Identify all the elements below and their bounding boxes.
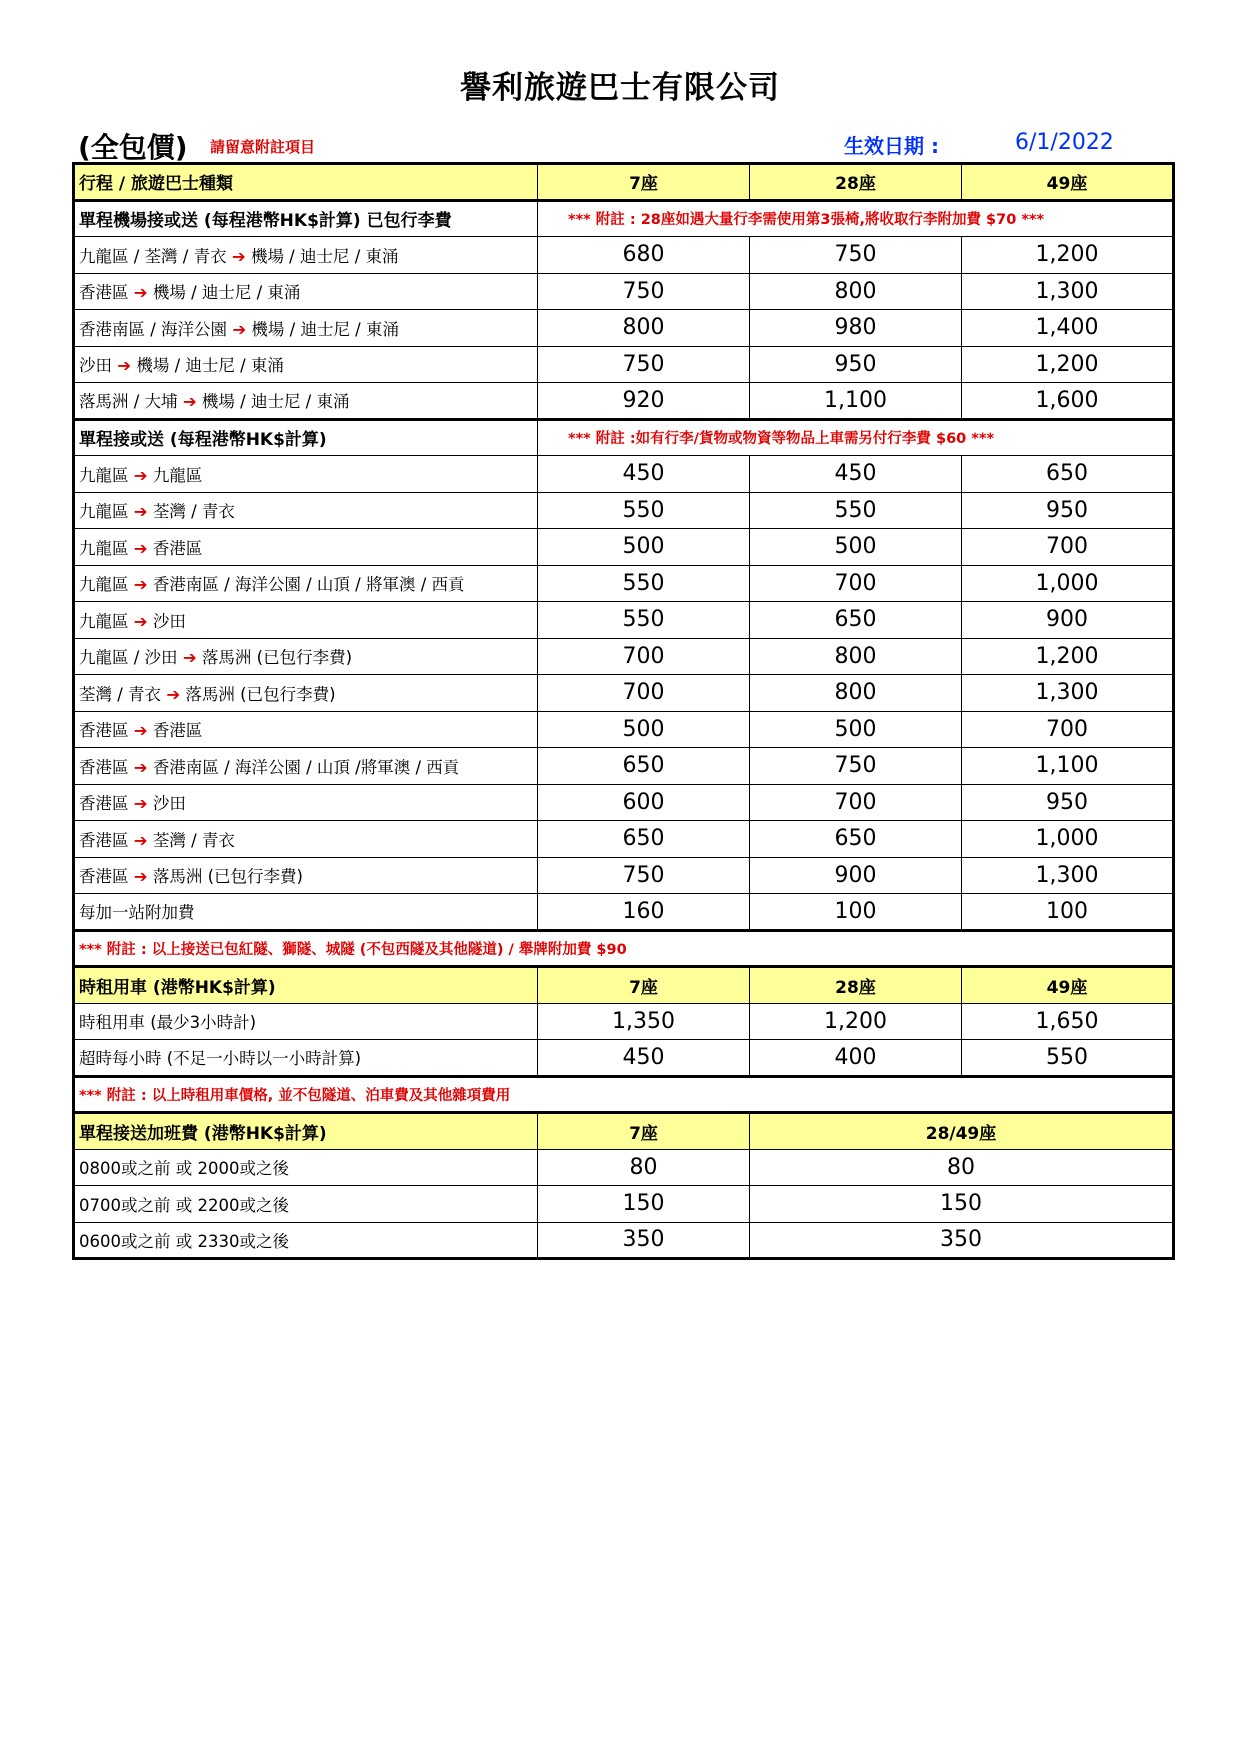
table-row — [74, 565, 1174, 602]
route-cell — [74, 565, 538, 602]
price-7-seat: 350 — [538, 1222, 750, 1259]
price-49-seat: 950 — [962, 784, 1174, 821]
right-arrow-icon: ➔ — [133, 830, 148, 850]
right-arrow-icon: ➔ — [133, 611, 148, 631]
price-7-seat: 500 — [538, 529, 750, 566]
price-28-seat: 900 — [750, 857, 962, 894]
route-cell — [74, 857, 538, 894]
right-arrow-icon: ➔ — [133, 502, 148, 522]
price-28-seat: 800 — [750, 675, 962, 712]
route-destination: 落馬洲 (已包行李費) — [201, 648, 353, 668]
table-row — [74, 273, 1174, 310]
price-7-seat: 650 — [538, 748, 750, 785]
route-origin: 九龍區 — [79, 502, 129, 522]
section-transfer-title-row — [74, 419, 1174, 456]
price-28-seat: 950 — [750, 346, 962, 383]
route-origin: 香港區 — [79, 721, 129, 741]
route-destination: 沙田 — [152, 611, 186, 631]
extra-stop-label: 每加一站附加費 — [74, 894, 538, 931]
route-cell — [74, 638, 538, 675]
right-arrow-icon: ➔ — [133, 538, 148, 558]
price-49-seat: 1,000 — [962, 565, 1174, 602]
right-arrow-icon: ➔ — [117, 356, 132, 376]
effective-date-value: 6/1/2022 — [1015, 130, 1114, 155]
route-origin: 九龍區 — [79, 575, 129, 595]
price-28-seat: 500 — [750, 529, 962, 566]
route-cell — [74, 310, 538, 347]
table-row — [74, 1003, 1174, 1040]
subheader — [78, 126, 1170, 162]
price-49-seat: 700 — [962, 711, 1174, 748]
price-28-seat: 550 — [750, 492, 962, 529]
price-7-seat: 80 — [538, 1149, 750, 1186]
table-row — [74, 602, 1174, 639]
section-transfer-title: 單程接或送 (每程港幣HK$計算) — [74, 419, 538, 456]
hourly-header-row — [74, 967, 1174, 1004]
overtime-time-label: 0700或之前 或 2200或之後 — [74, 1186, 538, 1223]
right-arrow-icon: ➔ — [133, 794, 148, 814]
table-row — [74, 529, 1174, 566]
price-7-seat: 750 — [538, 273, 750, 310]
header-7-seat: 7座 — [538, 1113, 750, 1150]
route-origin: 香港區 — [79, 283, 129, 303]
remark-notice: 請留意附註項目 — [210, 138, 316, 156]
route-cell — [74, 602, 538, 639]
hourly-header-title: 時租用車 (港幣HK$計算) — [74, 967, 538, 1004]
price-7-seat: 650 — [538, 821, 750, 858]
table-row — [74, 310, 1174, 347]
price-7-seat: 150 — [538, 1186, 750, 1223]
route-destination: 機場 / 迪士尼 / 東涌 — [201, 392, 350, 412]
route-cell — [74, 456, 538, 493]
price-7-seat: 920 — [538, 383, 750, 420]
route-cell — [74, 383, 538, 420]
price-28-seat: 980 — [750, 310, 962, 347]
price-28-seat: 500 — [750, 711, 962, 748]
route-origin: 九龍區 — [79, 465, 129, 485]
right-arrow-icon: ➔ — [133, 757, 148, 777]
right-arrow-icon: ➔ — [232, 319, 247, 339]
route-destination: 落馬洲 (已包行李費) — [185, 684, 336, 704]
route-cell — [74, 711, 538, 748]
route-destination: 機場 / 迪士尼 / 東涌 — [136, 356, 284, 376]
route-destination: 機場 / 迪士尼 / 東涌 — [250, 246, 399, 266]
price-28-seat: 100 — [750, 894, 962, 931]
table-row — [74, 784, 1174, 821]
route-origin: 香港區 — [79, 794, 129, 814]
route-destination: 九龍區 — [152, 465, 203, 485]
overtime-time-label: 0600或之前 或 2330或之後 — [74, 1222, 538, 1259]
section-airport-title-row — [74, 200, 1174, 237]
right-arrow-icon: ➔ — [166, 684, 181, 704]
table-row — [74, 1040, 1174, 1077]
hourly-label: 超時每小時 (不足一小時以一小時計算) — [74, 1040, 538, 1077]
route-origin: 沙田 — [79, 356, 112, 376]
right-arrow-icon: ➔ — [133, 465, 148, 485]
header-7-seat: 7座 — [538, 967, 750, 1004]
route-destination: 荃灣 / 青衣 — [152, 830, 235, 850]
price-49-seat: 900 — [962, 602, 1174, 639]
price-28-seat: 700 — [750, 565, 962, 602]
price-49-seat: 1,300 — [962, 857, 1174, 894]
price-7-seat: 750 — [538, 346, 750, 383]
right-arrow-icon: ➔ — [133, 721, 148, 741]
price-28-seat: 750 — [750, 237, 962, 274]
hourly-footnote-row — [74, 1076, 1174, 1113]
route-origin: 九龍區 — [79, 538, 129, 558]
right-arrow-icon: ➔ — [133, 575, 148, 595]
header-7-seat: 7座 — [538, 164, 750, 201]
table-header-row — [74, 164, 1174, 201]
price-49-seat: 950 — [962, 492, 1174, 529]
route-origin: 香港區 — [79, 867, 129, 887]
price-7-seat: 680 — [538, 237, 750, 274]
price-table — [72, 162, 1175, 1260]
price-28-seat: 750 — [750, 748, 962, 785]
route-origin: 香港區 — [79, 757, 129, 777]
price-7-seat: 550 — [538, 492, 750, 529]
price-49-seat: 1,600 — [962, 383, 1174, 420]
route-destination: 機場 / 迪士尼 / 東涌 — [152, 283, 301, 303]
right-arrow-icon: ➔ — [133, 283, 148, 303]
transfer-footnote-row — [74, 930, 1174, 967]
route-destination: 機場 / 迪士尼 / 東涌 — [251, 319, 399, 339]
route-destination: 香港區 — [152, 538, 203, 558]
route-origin: 落馬洲 / 大埔 — [79, 392, 178, 412]
header-28-seat: 28座 — [750, 164, 962, 201]
price-28-seat: 650 — [750, 821, 962, 858]
price-49-seat: 1,200 — [962, 237, 1174, 274]
price-28-49-seat: 150 — [750, 1186, 1174, 1223]
header-28-49-seat: 28/49座 — [750, 1113, 1174, 1150]
price-28-seat: 1,100 — [750, 383, 962, 420]
table-row — [74, 1186, 1174, 1223]
price-28-seat: 800 — [750, 273, 962, 310]
price-7-seat: 550 — [538, 565, 750, 602]
right-arrow-icon: ➔ — [133, 867, 148, 887]
price-7-seat: 600 — [538, 784, 750, 821]
price-7-seat: 700 — [538, 638, 750, 675]
overtime-header-row — [74, 1113, 1174, 1150]
price-28-seat: 800 — [750, 638, 962, 675]
price-7-seat: 1,350 — [538, 1003, 750, 1040]
table-row — [74, 821, 1174, 858]
hourly-footnote: *** 附註 : 以上時租用車價格, 並不包隧道、泊車費及其他雜項費用 — [74, 1076, 1174, 1113]
table-row — [74, 857, 1174, 894]
table-row — [74, 675, 1174, 712]
price-49-seat: 1,000 — [962, 821, 1174, 858]
table-row — [74, 346, 1174, 383]
price-49-seat: 1,200 — [962, 638, 1174, 675]
overtime-header-title: 單程接送加班費 (港幣HK$計算) — [74, 1113, 538, 1150]
header-route-type: 行程 / 旅遊巴士種類 — [74, 164, 538, 201]
price-49-seat: 1,300 — [962, 675, 1174, 712]
price-49-seat: 650 — [962, 456, 1174, 493]
route-cell — [74, 675, 538, 712]
route-destination: 香港區 — [152, 721, 203, 741]
route-cell — [74, 784, 538, 821]
price-7-seat: 160 — [538, 894, 750, 931]
price-49-seat: 1,650 — [962, 1003, 1174, 1040]
right-arrow-icon: ➔ — [182, 392, 197, 412]
all-inclusive-label: (全包價) — [78, 131, 188, 164]
route-origin: 九龍區 / 荃灣 / 青衣 — [79, 246, 227, 266]
price-49-seat: 550 — [962, 1040, 1174, 1077]
hourly-label: 時租用車 (最少3小時計) — [74, 1003, 538, 1040]
table-row — [74, 456, 1174, 493]
table-row — [74, 383, 1174, 420]
price-28-seat: 400 — [750, 1040, 962, 1077]
header-49-seat: 49座 — [962, 164, 1174, 201]
price-7-seat: 500 — [538, 711, 750, 748]
price-49-seat: 1,200 — [962, 346, 1174, 383]
price-7-seat: 800 — [538, 310, 750, 347]
price-7-seat: 450 — [538, 1040, 750, 1077]
price-28-seat: 700 — [750, 784, 962, 821]
transfer-footnote: *** 附註 : 以上接送已包紅隧、獅隧、城隧 (不包西隧及其他隧道) / 舉牌附加費 $90 — [74, 930, 1174, 967]
table-row — [74, 638, 1174, 675]
price-28-seat: 650 — [750, 602, 962, 639]
price-28-49-seat: 80 — [750, 1149, 1174, 1186]
price-49-seat: 700 — [962, 529, 1174, 566]
section-airport-note: *** 附註 : 28座如遇大量行李需使用第3張椅,將收取行李附加費 $70 *** — [538, 200, 1174, 237]
route-cell — [74, 821, 538, 858]
route-cell — [74, 492, 538, 529]
table-row — [74, 748, 1174, 785]
section-airport-title: 單程機場接或送 (每程港幣HK$計算) 已包行李費 — [74, 200, 538, 237]
table-row — [74, 1222, 1174, 1259]
table-row — [74, 492, 1174, 529]
right-arrow-icon: ➔ — [231, 246, 246, 266]
company-title: 譽利旅遊巴士有限公司 — [460, 70, 780, 106]
route-cell — [74, 273, 538, 310]
route-origin: 香港南區 / 海洋公園 — [79, 319, 228, 339]
route-destination: 沙田 — [152, 794, 186, 814]
section-transfer-note: *** 附註 :如有行李/貨物或物資等物品上車需另付行李費 $60 *** — [538, 419, 1174, 456]
header-49-seat: 49座 — [962, 967, 1174, 1004]
price-7-seat: 450 — [538, 456, 750, 493]
route-cell — [74, 748, 538, 785]
price-49-seat: 1,400 — [962, 310, 1174, 347]
route-destination: 香港南區 / 海洋公園 / 山頂 / 將軍澳 / 西貢 — [152, 575, 465, 595]
price-28-seat: 1,200 — [750, 1003, 962, 1040]
route-origin: 九龍區 / 沙田 — [79, 648, 178, 668]
price-49-seat: 1,100 — [962, 748, 1174, 785]
route-cell — [74, 346, 538, 383]
extra-stop-row — [74, 894, 1174, 931]
route-destination: 荃灣 / 青衣 — [152, 502, 235, 522]
price-28-49-seat: 350 — [750, 1222, 1174, 1259]
header-28-seat: 28座 — [750, 967, 962, 1004]
price-49-seat: 1,300 — [962, 273, 1174, 310]
price-7-seat: 550 — [538, 602, 750, 639]
table-row — [74, 711, 1174, 748]
table-row — [74, 237, 1174, 274]
price-7-seat: 750 — [538, 857, 750, 894]
right-arrow-icon: ➔ — [182, 648, 197, 668]
route-origin: 荃灣 / 青衣 — [79, 684, 162, 704]
price-7-seat: 700 — [538, 675, 750, 712]
effective-date-label: 生效日期 : — [844, 134, 939, 158]
route-cell — [74, 529, 538, 566]
route-origin: 香港區 — [79, 830, 129, 850]
route-origin: 九龍區 — [79, 611, 129, 631]
price-49-seat: 100 — [962, 894, 1174, 931]
price-28-seat: 450 — [750, 456, 962, 493]
route-destination: 香港南區 / 海洋公園 / 山頂 /將軍澳 / 西貢 — [152, 757, 460, 777]
overtime-time-label: 0800或之前 或 2000或之後 — [74, 1149, 538, 1186]
table-row — [74, 1149, 1174, 1186]
route-cell — [74, 237, 538, 274]
route-destination: 落馬洲 (已包行李費) — [152, 867, 303, 887]
